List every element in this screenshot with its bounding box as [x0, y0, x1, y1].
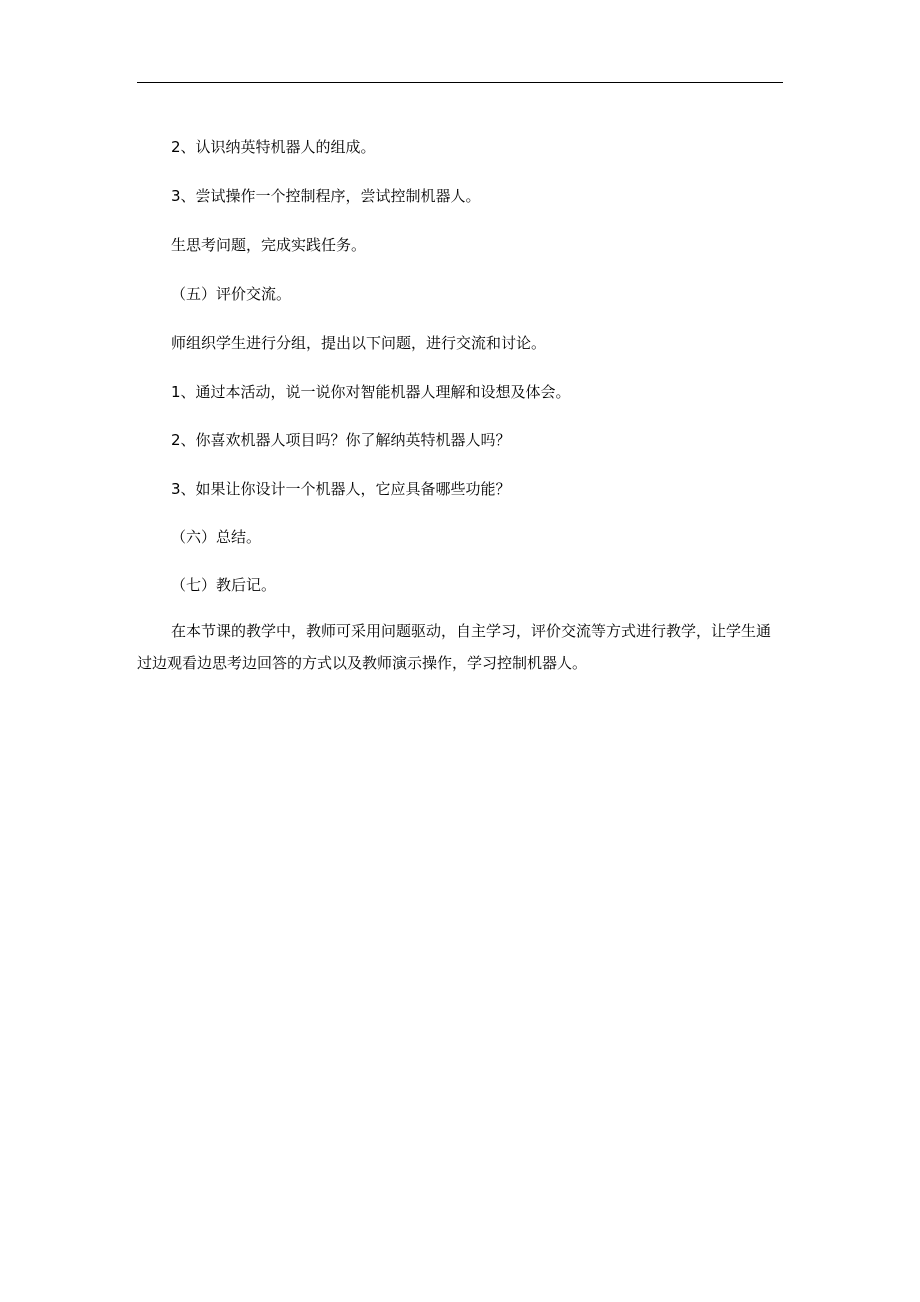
question-1: 1、通过本活动，说一说你对智能机器人理解和设想及体会。	[171, 383, 571, 401]
section-heading-7: （七）教后记。	[171, 576, 277, 594]
section-heading-6: （六）总结。	[171, 528, 262, 546]
question-2: 2、你喜欢机器人项目吗？你了解纳英特机器人吗？	[171, 431, 511, 449]
text-line-5: 师组织学生进行分组，提出以下问题，进行交流和讨论。	[171, 334, 547, 352]
closing-paragraph: 在本节课的教学中，教师可采用问题驱动，自主学习，评价交流等方式进行教学，让学生通过边观看边思考边回答的方式以及教师演示操作，学习控制机器人。	[137, 622, 772, 672]
header-rule	[137, 82, 783, 83]
text-line-1: 2、认识纳英特机器人的组成。	[171, 138, 376, 156]
section-heading-5: （五）评价交流。	[171, 285, 292, 303]
text-line-2: 3、尝试操作一个控制程序，尝试控制机器人。	[171, 187, 481, 205]
question-3: 3、如果让你设计一个机器人，它应具备哪些功能？	[171, 480, 511, 498]
text-line-3: 生思考问题，完成实践任务。	[171, 236, 367, 254]
